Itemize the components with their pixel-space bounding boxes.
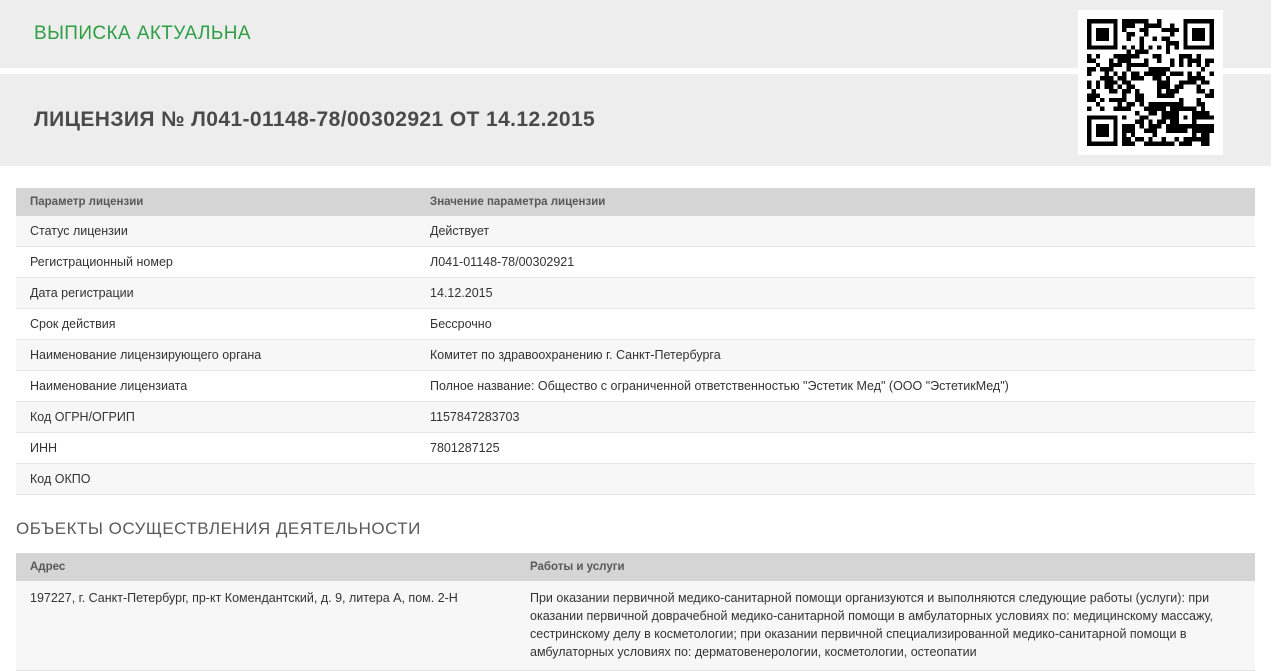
table-row [16,278,1255,309]
objects-table-body [16,581,1255,670]
param-value-cell: 7801287125 [416,433,1255,464]
objects-section-title: ОБЪЕКТЫ ОСУЩЕСТВЛЕНИЯ ДЕЯТЕЛЬНОСТИ [16,519,421,538]
column-header-parameter: Параметр лицензии [16,188,416,216]
param-value-cell: Комитет по здравоохранению г. Санкт-Петербурга [416,340,1255,371]
param-value-cell: 14.12.2015 [416,278,1255,309]
param-name-cell: ИНН [16,433,416,464]
license-params-header [16,188,1255,216]
license-params-body [16,216,1255,495]
license-params-section [0,188,1271,495]
column-header-works: Работы и услуги [516,553,1255,581]
param-name-cell: Наименование лицензиата [16,371,416,402]
param-name-cell: Дата регистрации [16,278,416,309]
param-value-cell: 1157847283703 [416,402,1255,433]
objects-section [0,553,1271,671]
table-row [16,247,1255,278]
param-value-cell [416,464,1255,495]
param-value-cell: Действует [416,216,1255,247]
table-row [16,309,1255,340]
param-name-cell: Код ОКПО [16,464,416,495]
qr-code [1078,10,1223,155]
column-header-value: Значение параметра лицензии [416,188,1255,216]
column-header-address: Адрес [16,553,516,581]
table-row [16,216,1255,247]
param-name-cell: Регистрационный номер [16,247,416,278]
objects-table [16,553,1255,671]
objects-table-header [16,553,1255,581]
qr-code-image [1087,19,1214,146]
table-row [16,371,1255,402]
license-params-table [16,188,1255,495]
param-value-cell: Бессрочно [416,309,1255,340]
param-value-cell: Полное название: Общество с ограниченной ответственностью "Эстетик Мед" (ООО "ЭстетикМед") [416,371,1255,402]
table-header-row [16,188,1255,216]
object-address-cell: 197227, г. Санкт-Петербург, пр-кт Комендантский, д. 9, литера А, пом. 2-Н [16,581,516,670]
table-header-row [16,553,1255,581]
table-row [16,464,1255,495]
param-name-cell: Код ОГРН/ОГРИП [16,402,416,433]
param-value-cell: Л041-01148-78/00302921 [416,247,1255,278]
status-badge: ВЫПИСКА АКТУАЛЬНА [34,23,251,44]
param-name-cell: Срок действия [16,309,416,340]
table-row [16,340,1255,371]
table-row [16,433,1255,464]
table-row [16,581,1255,670]
table-row [16,402,1255,433]
object-works-cell: При оказании первичной медико-санитарной помощи организуются и выполняются следующие работы (услуги): при оказании первичной доврачебной медико-санитарной помощи в амбулаторных условиях по: медицинскому массажу, сестринскому делу в косметологии; при оказании первичной специализированной медико-санитарной помощи в амбулаторных условиях по: дерматовенерологии, косметологии, остеопатии [516,581,1255,670]
page-title: ЛИЦЕНЗИЯ № Л041-01148-78/00302921 ОТ 14.12.2015 [34,108,596,131]
param-name-cell: Наименование лицензирующего органа [16,340,416,371]
param-name-cell: Статус лицензии [16,216,416,247]
